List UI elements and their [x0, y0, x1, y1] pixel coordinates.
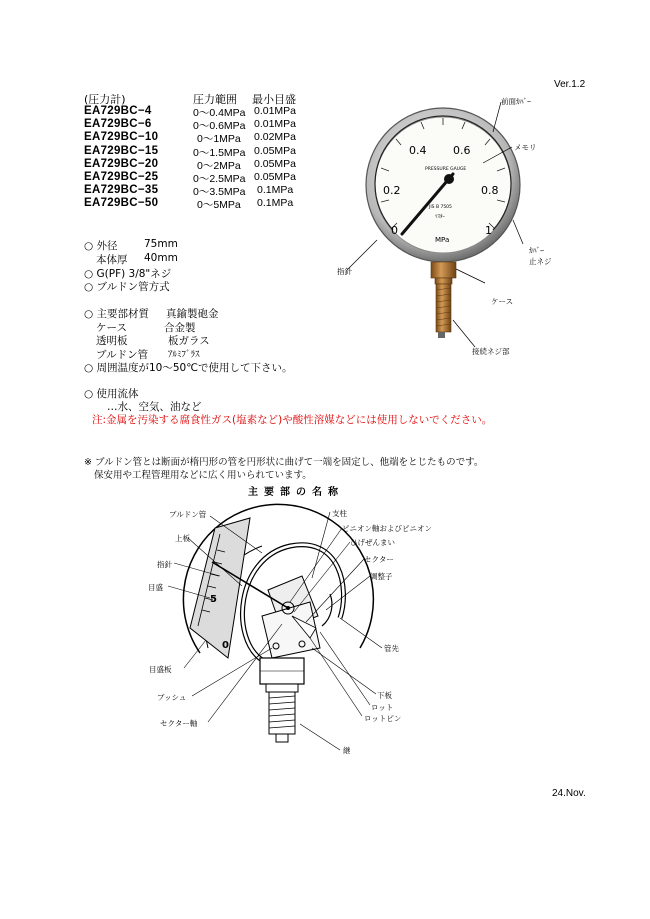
label-case: ケース: [491, 297, 514, 306]
spec-case-value: 合金製: [164, 322, 196, 334]
model-table: [84, 105, 324, 211]
model-code: EA729BC−50: [84, 197, 159, 210]
dial-standard: JIS B 7505: [429, 205, 452, 210]
dial-tick-label: 0.8: [481, 184, 499, 197]
diag-label-bush: ブッシュ: [157, 693, 187, 702]
model-code: EA729BC−25: [84, 170, 159, 183]
warning-text: 注:金属を汚染する腐食性ガス(塩素など)や酸性溶媒などには使用しないでください。: [92, 414, 493, 426]
spec-body-thickness: [84, 252, 284, 266]
header-min-scale: 最小目盛: [252, 93, 296, 106]
diag-label-sector-shaft: セクター軸: [160, 719, 198, 728]
spec-case: [84, 320, 304, 334]
note-line: ※ ブルドン管とは断面が楕円形の管を円形状に曲げて一端を固定し、他端をとじたものです。: [84, 457, 484, 468]
label-pointer: 指針: [337, 267, 352, 276]
header-range: 圧力範囲: [193, 93, 237, 106]
table-row: [84, 118, 324, 131]
dial-tick-label: 1: [485, 224, 492, 237]
spec-materials: [84, 306, 304, 320]
spec-outer-dia-label: ○ 外径: [84, 240, 118, 252]
spec-outer-dia: [84, 238, 284, 252]
label-front-cover: 前面ｶﾊﾞｰ: [501, 97, 531, 106]
spec-fluid-value: …水、空気、油など: [107, 401, 202, 413]
diag-label-joint: 継: [343, 746, 351, 755]
table-header: [84, 91, 314, 105]
min-scale: 0.1MPa: [257, 197, 294, 210]
diag-label-bourdon-tube: ブルドン管: [169, 510, 207, 519]
diag-label-tube-tip: 管先: [384, 644, 399, 653]
pressure-range: 0～0.4MPa: [193, 107, 246, 119]
dial-tick-label: 0.4: [409, 144, 427, 157]
note-line: 保安用や工程管理用などに広く用いられています。: [94, 470, 312, 481]
diag-label-rod-pin: ロットピン: [364, 714, 402, 723]
table-row: [84, 105, 324, 118]
dial-tick-label: 0.6: [453, 144, 471, 157]
spec-tube: [84, 347, 304, 361]
min-scale: 0.01MPa: [254, 118, 297, 131]
diag-label-pillar: 支柱: [332, 509, 347, 518]
min-scale: 0.01MPa: [254, 105, 297, 117]
spec-window-label: 透明板: [96, 335, 128, 347]
spec-case-label: ケース: [96, 322, 127, 334]
spec-tube-value: ｱﾙﾐﾌﾞﾗｽ: [168, 350, 200, 360]
spec-body-thickness-value: 40mm: [144, 252, 178, 264]
min-scale: 0.1MPa: [257, 184, 294, 197]
spec-window: [84, 333, 304, 347]
model-code: EA729BC−10: [84, 131, 159, 144]
dial-maker: ﾏｽﾀｰ: [435, 214, 446, 220]
dial-number: 0: [222, 640, 229, 651]
table-row: [84, 197, 324, 210]
header-gauge: (圧力計): [84, 93, 126, 106]
min-scale: 0.05MPa: [254, 157, 297, 170]
diag-label-upper-plate: 上板: [175, 534, 190, 543]
min-scale: 0.05MPa: [254, 170, 297, 183]
table-row: [84, 131, 324, 144]
pressure-range: 0～2MPa: [197, 159, 241, 172]
pointer-hub: [444, 174, 454, 184]
label-scale: メモリ: [514, 143, 537, 152]
model-code: EA729BC−6: [84, 118, 152, 131]
dial-tick-label: 0.2: [383, 184, 401, 197]
spec-tube-label: ブルドン管: [96, 349, 149, 361]
label-stop-screw: 止ネジ: [529, 257, 552, 266]
gauge-photo: [325, 92, 565, 364]
spec-fluid: ○ 使用流体: [84, 388, 139, 400]
diag-label-pinion: ピニオン軸およびピニオン: [342, 524, 432, 533]
diag-label-adjuster: 調整子: [370, 572, 393, 581]
model-code: EA729BC−15: [84, 144, 159, 157]
table-row: [84, 184, 324, 197]
model-code: EA729BC−20: [84, 157, 159, 170]
dial-tick-label: 0: [391, 224, 398, 237]
model-code: EA729BC−4: [84, 105, 152, 117]
label-cover: ｶﾊﾞｰ: [529, 246, 544, 255]
pressure-range: 0～1.5MPa: [193, 146, 246, 159]
diagram-caption: 主要部の名称: [248, 487, 344, 498]
pressure-range: 0～3.5MPa: [193, 186, 246, 199]
date-label: 24.Nov.: [552, 788, 586, 799]
label-connector: 接続ネジ部: [472, 347, 510, 356]
pressure-range: 0～0.6MPa: [193, 120, 246, 133]
dial-brand: PRESSURE GAUGE: [425, 167, 467, 172]
spec-type: ○ ブルドン管方式: [84, 281, 170, 293]
spec-materials-label: ○ 主要部材質: [84, 308, 149, 320]
diag-label-rod: ロット: [371, 703, 394, 712]
spec-thread: ○ G(PF) 3/8"ネジ: [84, 268, 172, 280]
table-row: [84, 145, 324, 158]
diag-label-pointer: 指針: [157, 560, 172, 569]
table-row: [84, 171, 324, 184]
version-label: Ver.1.2: [554, 79, 586, 90]
pressure-range: 0～1MPa: [197, 133, 241, 146]
min-scale: 0.02MPa: [254, 131, 297, 144]
min-scale: 0.05MPa: [254, 144, 297, 157]
spec-materials-value: 真鍮製砲金: [166, 308, 219, 320]
diag-label-scale: 目盛: [148, 583, 163, 592]
spec-body-thickness-label: 本体厚: [96, 254, 128, 266]
pressure-range: 0～2.5MPa: [193, 172, 246, 185]
diag-label-sector: セクター: [364, 555, 394, 564]
table-row: [84, 158, 324, 171]
spec-outer-dia-value: 75mm: [144, 238, 178, 250]
model-code: EA729BC−35: [84, 184, 159, 197]
diag-label-lower-plate: 下板: [377, 691, 392, 700]
dial-unit: MPa: [435, 236, 450, 244]
dial-number: 5: [210, 594, 217, 605]
spec-window-value: 板ガラス: [168, 335, 210, 347]
spec-temperature: ○ 周囲温度が10～50℃で使用して下さい。: [84, 362, 293, 374]
pressure-range: 0～5MPa: [197, 199, 241, 212]
bourdon-note: [84, 456, 483, 482]
diag-label-dial-plate: 目盛板: [149, 665, 172, 674]
gauge-socket: [431, 262, 456, 278]
diag-label-hairspring: ひげぜんまい: [350, 538, 395, 547]
